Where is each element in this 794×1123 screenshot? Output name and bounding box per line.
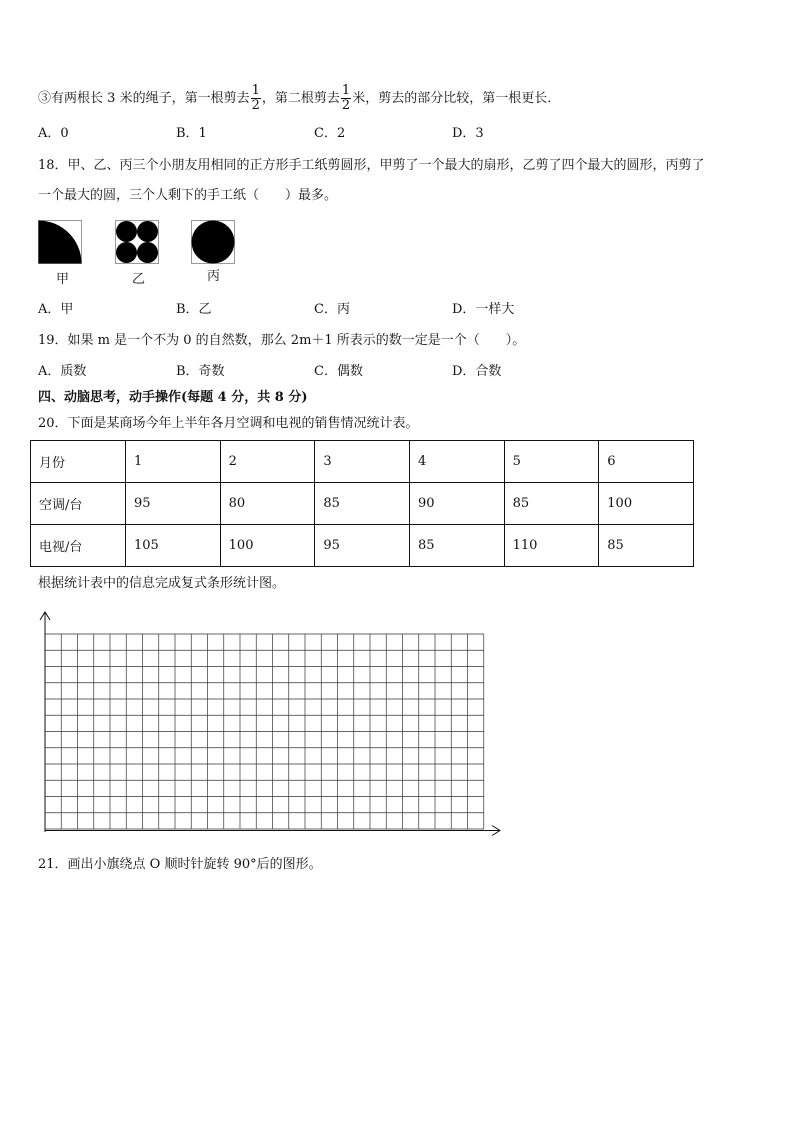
table-cell: 95 — [126, 483, 221, 525]
q18-option-b: B．乙 — [176, 302, 212, 317]
table-cell: 月份 — [31, 441, 126, 483]
table-cell: 1 — [126, 441, 221, 483]
table-cell: 95 — [315, 525, 410, 567]
section-4-heading: 四、动脑思考，动手操作(每题 4 分，共 8 分) — [38, 390, 308, 405]
table-cell: 5 — [504, 441, 599, 483]
q19-option-b: B．奇数 — [176, 364, 225, 379]
table-cell: 4 — [409, 441, 504, 483]
q18-figure-bing — [191, 220, 235, 264]
table-row-televisions — [31, 525, 694, 567]
q18-statement-line1: 18．甲、乙、丙三个小朋友用相同的正方形手工纸剪圆形，甲剪了一个最大的扇形，乙剪了四个最大的圆形，丙剪了 — [38, 158, 705, 173]
q19-option-d: D．合数 — [452, 364, 502, 379]
q17-option-d: D．3 — [452, 126, 484, 141]
table-cell: 3 — [315, 441, 410, 483]
q18-label-yi: 乙 — [132, 272, 146, 287]
q18-figure-jia — [38, 220, 82, 264]
table-cell: 90 — [409, 483, 504, 525]
table-cell: 空调/台 — [31, 483, 126, 525]
q18-option-c: C．丙 — [314, 302, 350, 317]
table-cell: 电视/台 — [31, 525, 126, 567]
q18-figure-yi — [115, 220, 159, 264]
q19-option-a: A．质数 — [38, 364, 87, 379]
q18-label-jia: 甲 — [56, 272, 70, 287]
table-cell: 85 — [315, 483, 410, 525]
blank-bar-chart-grid[interactable] — [36, 606, 506, 838]
table-cell: 85 — [504, 483, 599, 525]
table-row-months — [31, 441, 694, 483]
table-cell: 80 — [220, 483, 315, 525]
table-row-air-conditioners — [31, 483, 694, 525]
q20-instruction: 根据统计表中的信息完成复式条形统计图。 — [38, 576, 286, 591]
table-cell: 85 — [409, 525, 504, 567]
grid-lines — [45, 634, 484, 829]
q20-intro: 20．下面是某商场今年上半年各月空调和电视的销售情况统计表。 — [38, 416, 419, 431]
q18-option-d: D．一样大 — [452, 302, 515, 317]
table-cell: 2 — [220, 441, 315, 483]
table-cell: 105 — [126, 525, 221, 567]
q19-statement: 19．如果 m 是一个不为 0 的自然数，那么 2m＋1 所表示的数一定是一个（ ）。 — [38, 333, 526, 348]
fraction-one-half-a: $\frac{1}{2}$ — [251, 83, 260, 113]
q18-option-a: A．甲 — [38, 302, 74, 317]
q21-statement: 21．画出小旗绕点 O 顺时针旋转 90°后的图形。 — [38, 857, 322, 872]
fraction-one-half-b: $\frac{1}{2}$ — [341, 83, 351, 113]
q17-option-b: B．1 — [176, 126, 207, 141]
q17-option-a: A．0 — [38, 126, 69, 141]
table-cell: 100 — [599, 483, 694, 525]
table-cell: 85 — [599, 525, 694, 567]
sales-stats-table — [30, 440, 694, 567]
table-cell: 6 — [599, 441, 694, 483]
q19-option-c: C．偶数 — [314, 364, 363, 379]
table-cell: 100 — [220, 525, 315, 567]
q17-3-statement: ③有两根长 3 米的绳子，第一根剪去 $\frac{1}{2}$ ，第二根剪去 $\frac{1}{2}$ 米，剪去的部分比较，第一根更长． — [38, 83, 561, 113]
table-cell: 110 — [504, 525, 599, 567]
q18-statement-line2: 一个最大的圆，三个人剩下的手工纸（ ）最多。 — [38, 188, 338, 203]
q18-label-bing: 丙 — [207, 269, 221, 284]
q17-option-c: C．2 — [314, 126, 346, 141]
